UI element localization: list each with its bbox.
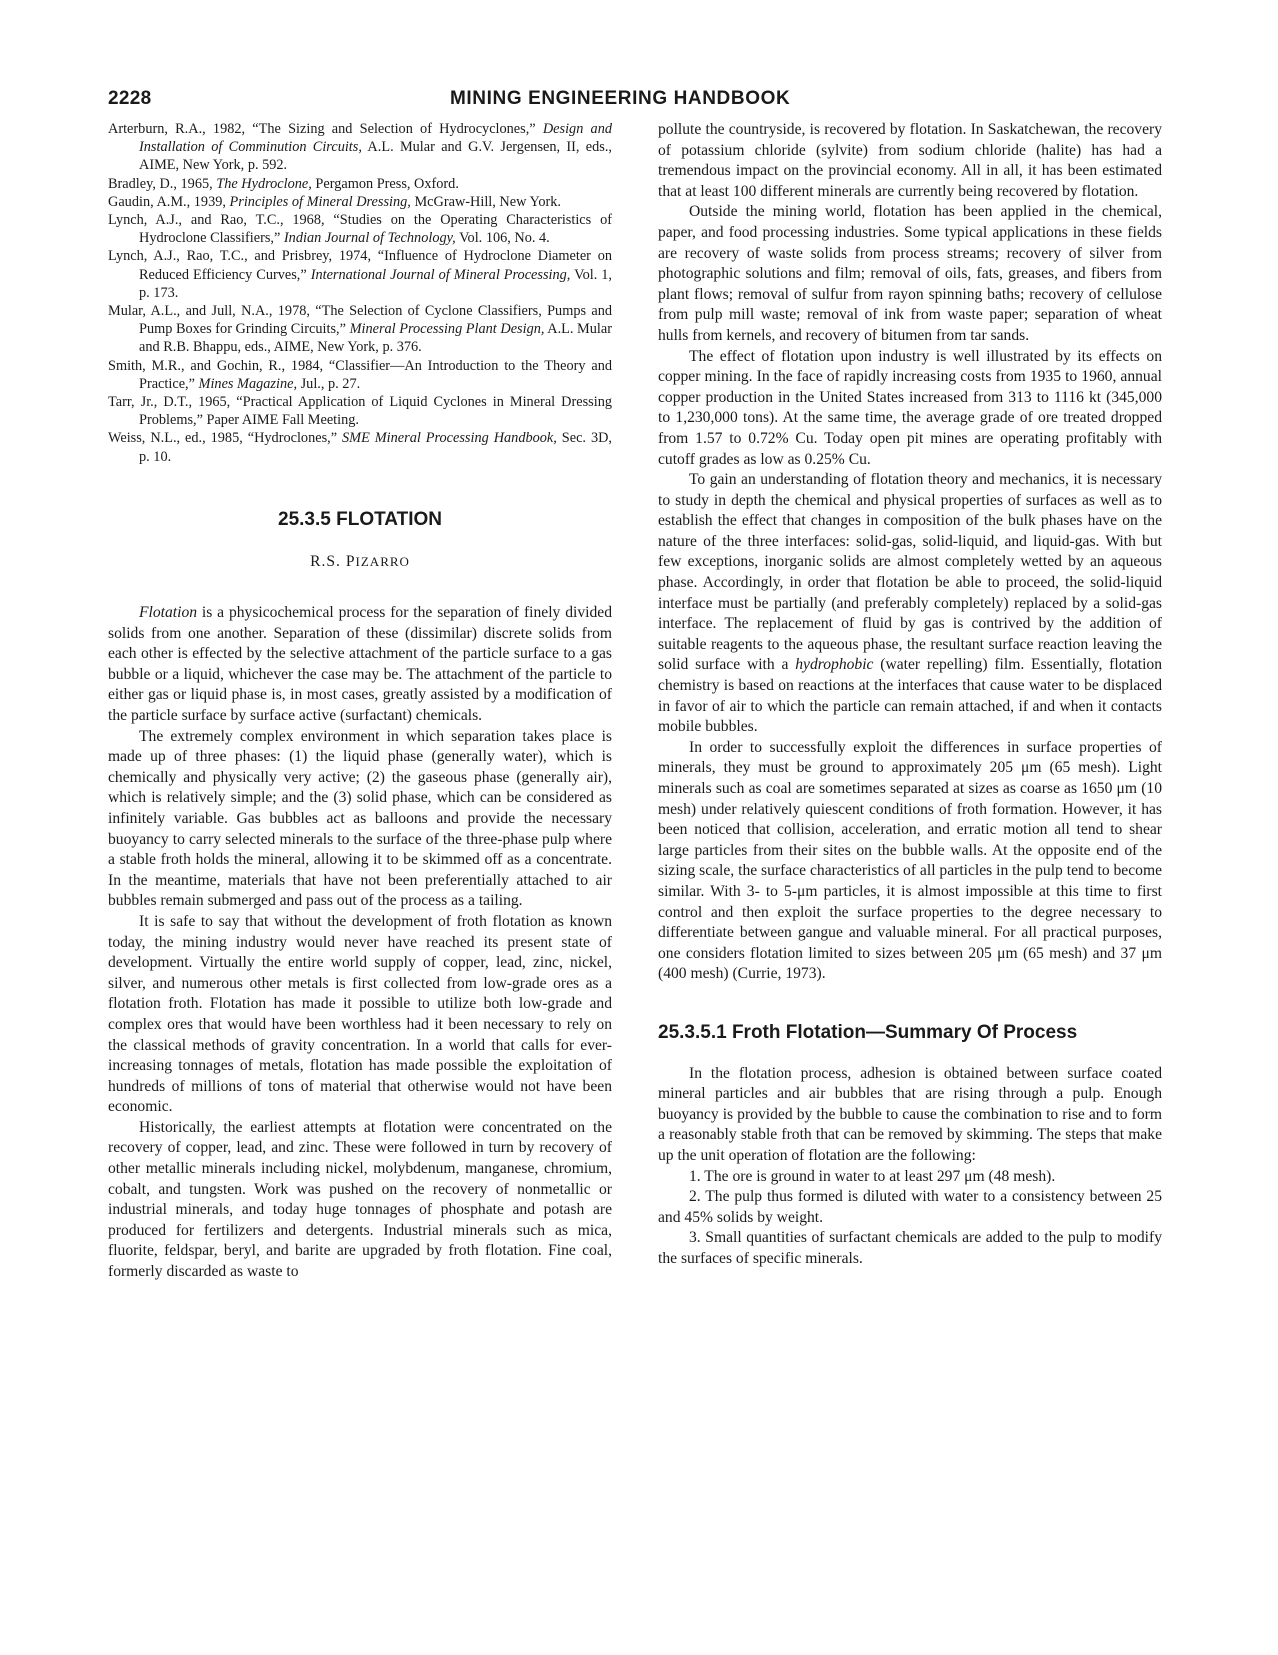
body-paragraph: The effect of flotation upon industry is well illustrated by its effects on copper mining. In the face of rapidly increasing costs from 1935 to 1960, annual copper production in the United States increased from 313 to 1116 kt (345,000 to 1,230,000 tons). At the same time, the average grade of ore treated dropped from 1.57 to 0.72% Cu. Today open pit mines are operating profitably with cutoff grades as low as 0.25% Cu. [658, 347, 1162, 468]
section-heading: 25.3.5 FLOTATION [278, 508, 442, 530]
author-byline: R.S. PIZARRO [310, 553, 410, 571]
left-column [108, 120, 612, 1283]
subsection-intro: In the flotation process, adhesion is obtained between surface coated mineral particles and air bubbles that are rising through a pulp. Enough buoyancy is provided by the bubble to cause the combination to rise and to form a reasonably stable froth that can be removed by skimming. The steps that make up the unit operation of flotation are the following: [658, 1064, 1162, 1164]
body-paragraph: Outside the mining world, flotation has been applied in the chemical, paper, and food processing industries. Some typical applications in these fields are recovery of waste solids from process streams; recovery of silver from photographic solutions and film; removal of oils, fats, greases, and fibers from plant flows; removal of sulfur from rayon spinning baths; recovery of cellulose from pulp mill waste; removal of ink from waste paper; separation of wheat hulls from kernels, and recovery of bitumen from tar sands. [658, 203, 1162, 344]
page-number: 2228 [108, 88, 152, 109]
reference-item: Lynch, A.J., Rao, T.C., and Prisbrey, 1974, “Influence of Hydroclone Diameter on Reduced Efficiency Curves,” International Journal of Mineral Processing, Vol. 1, p. 173. [108, 248, 612, 301]
body-paragraph: It is safe to say that without the development of froth flotation as known today, the mining industry would never have reached its present state of development. Virtually the entire world supply of copper, lead, zinc, nickel, silver, and numerous other metals is first collected from low-grade ores as a flotation froth. Flotation has made it possible to utilize both low-grade and complex ores that would have been worthless had it been necessary to rely on the classical methods of gravity concentration. In a world that calls for ever-increasing tonnages of metals, flotation has made possible the exploitation of hundreds of millions of tons of material that otherwise would not have been economic. [108, 912, 612, 1116]
process-step: 2. The pulp thus formed is diluted with water to a consistency between 25 and 45% solids by weight. [658, 1188, 1162, 1226]
body-paragraph: In order to successfully exploit the differences in surface properties of minerals, they must be ground to approximately 205 μm (65 mesh). Light minerals such as coal are sometimes separated at sizes as coarse as 1650 μm (10 mesh) under relatively quiescent conditions of froth formation. However, it has been noticed that collision, acceleration, and erratic motion all tend to shear large particles from their sites on the bubble walls. At the opposite end of the sizing scale, the surface characteristics of all particles in the pulp tend to become similar. With 3- to 5-μm particles, it is almost impossible at this time to first control and then exploit the surface properties to the degree necessary to differentiate between gangue and valuable mineral. For all practical purposes, one considers flotation limited to sizes between 205 μm (65 mesh) and 37 μm (400 mesh) (Currie, 1973). [658, 738, 1162, 983]
reference-list [108, 120, 612, 466]
reference-item: Lynch, A.J., and Rao, T.C., 1968, “Studies on the Operating Characteristics of Hydroclone Classifiers,” Indian Journal of Technology, Vol. 106, No. 4. [108, 212, 612, 247]
running-header-title: MINING ENGINEERING HANDBOOK [450, 88, 791, 109]
reference-item: Tarr, Jr., D.T., 1965, “Practical Application of Liquid Cyclones in Mineral Dressing Problems,” Paper AIME Fall Meeting. [108, 394, 612, 429]
process-step: 1. The ore is ground in water to at least 297 μm (48 mesh). [689, 1167, 1056, 1185]
body-paragraph: Flotation is a physicochemical process for the separation of finely divided solids from one another. Separation of these (dissimilar) discrete solids from each other is effected by the selective attachment of the particle surface to a gas bubble or a liquid, whichever the case may be. The attachment of the particle to either gas or liquid phase is, in most cases, greatly assisted by a modification of the particle surface by surface active (surfactant) chemicals. [108, 604, 612, 725]
body-paragraph: Historically, the earliest attempts at flotation were concentrated on the recovery of copper, lead, and zinc. These were followed in turn by recovery of other metallic minerals including nickel, molybdenum, manganese, chromium, cobalt, and tungsten. Work was pushed on the recovery of nonmetallic or industrial minerals, and today huge tonnages of phosphate and potash are produced for fertilizers and detergents. Industrial minerals such as mica, fluorite, feldspar, beryl, and barite are upgraded by froth flotation. Fine coal, formerly discarded as waste to [108, 1118, 612, 1281]
reference-item: Weiss, N.L., ed., 1985, “Hydroclones,” SME Mineral Processing Handbook, Sec. 3D, p. 10. [108, 430, 612, 465]
reference-item: Mular, A.L., and Jull, N.A., 1978, “The Selection of Cyclone Classifiers, Pumps and Pump Boxes for Grinding Circuits,” Mineral Processing Plant Design, A.L. Mular and R.B. Bhappu, eds., AIME, New York, p. 376. [108, 303, 612, 356]
reference-item: Bradley, D., 1965, The Hydroclone, Pergamon Press, Oxford. [108, 175, 459, 192]
subsection-heading: 25.3.5.1 Froth Flotation—Summary Of Process [658, 1021, 1078, 1043]
reference-item: Gaudin, A.M., 1939, Principles of Mineral Dressing, McGraw-Hill, New York. [108, 193, 561, 210]
body-paragraph: The extremely complex environment in which separation takes place is made up of three phases: (1) the liquid phase (generally water), which is chemically and physically very active; (2) the gaseous phase (generally air), which is relatively simple; and the (3) solid phase, which can be considered as infinitely variable. Gas bubbles act as balloons and provide the necessary buoyancy to carry selected minerals to the surface of the three-phase pulp where a stable froth holds the mineral, allowing it to be skimmed off as a concentrate. In the meantime, materials that have not been preferentially attached to air bubbles remain submerged and pass out of the process as a tailing. [108, 727, 612, 910]
body-paragraph: To gain an understanding of flotation theory and mechanics, it is necessary to study in depth the chemical and physical properties of surfaces as well as to establish the effect that changes in composition of the bulk phases have on the nature of the three interfaces: solid-gas, solid-liquid, and liquid-gas. With but few exceptions, inorganic solids are almost completely wetted by an aqueous phase. Accordingly, in order that flotation be able to proceed, the solid-liquid interface must be partially (and preferably completely) replaced by a solid-gas interface. The replacement of fluid by gas is contrived by the addition of suitable reagents to the aqueous phase, the resultant surface reaction leaving the solid surface with a hydrophobic (water repelling) film. Essentially, flotation chemistry is based on reactions at the interfaces that cause water to be displaced in favor of air to which the particle can remain attached, if and when it contacts mobile bubbles. [658, 471, 1162, 736]
right-column [658, 120, 1162, 1269]
body-paragraph: pollute the countryside, is recovered by flotation. In Saskatchewan, the recovery of potassium chloride (sylvite) from sodium chloride (halite) has had a tremendous impact on the provincial economy. All in all, it has been estimated that at least 100 different minerals are currently being recovered by flotation. [658, 121, 1162, 200]
reference-item: Smith, M.R., and Gochin, R., 1984, “Classifier—An Introduction to the Theory and Practice,” Mines Magazine, Jul., p. 27. [108, 357, 612, 392]
process-step: 3. Small quantities of surfactant chemicals are added to the pulp to modify the surfaces of specific minerals. [658, 1229, 1162, 1267]
reference-item: Arterburn, R.A., 1982, “The Sizing and Selection of Hydrocyclones,” Design and Installation of Comminution Circuits, A.L. Mular and G.V. Jergensen, II, eds., AIME, New York, p. 592. [108, 121, 612, 174]
